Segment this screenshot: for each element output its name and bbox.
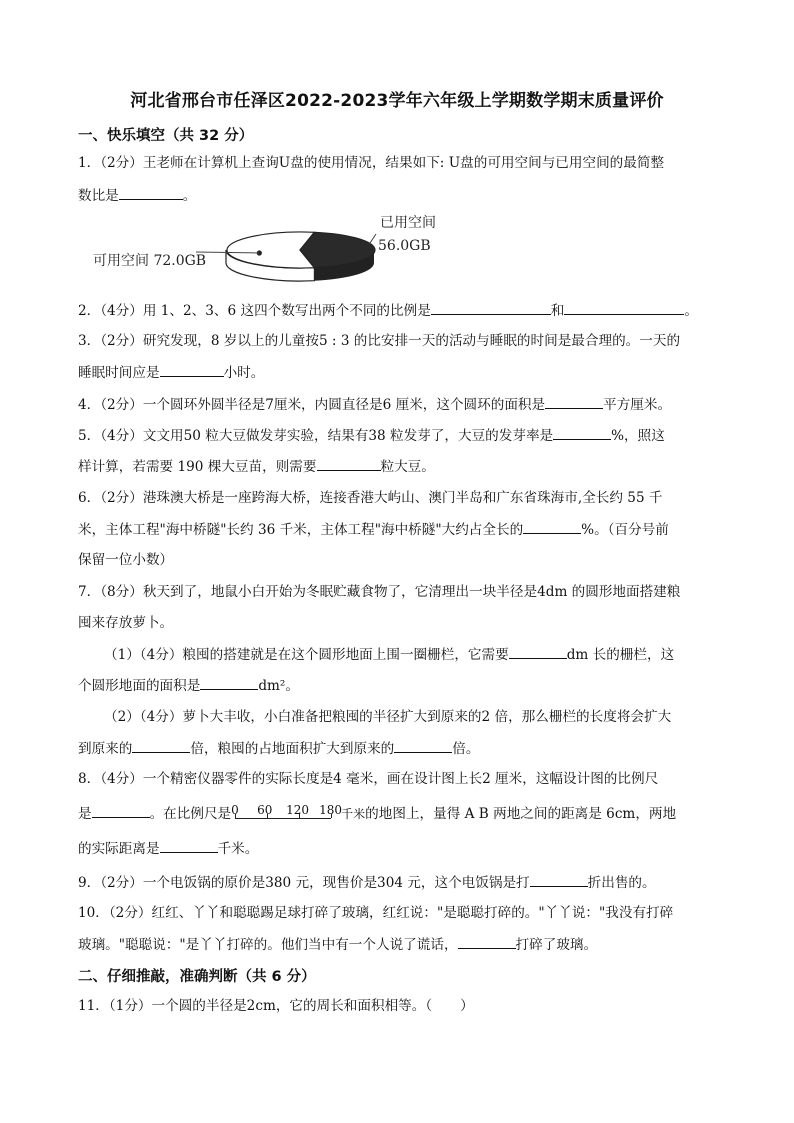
question-1-end: 。 (182, 188, 197, 204)
question-5-line-1 (78, 425, 665, 446)
answer-blank[interactable] (458, 934, 516, 949)
question-9 (78, 872, 656, 893)
question-7-line-1: 7．（8分）秋天到了，地鼠小白开始为冬眠贮藏食物了，它清理出一块半径是4dm 的圆形地面搭建粮 (78, 584, 681, 600)
question-7-part-1-line-1 (104, 644, 674, 665)
question-7-part-2-line-2 (78, 738, 479, 759)
scale-tick (299, 814, 300, 818)
line-scale (231, 803, 341, 823)
question-2-end: 。 (684, 303, 698, 319)
answer-blank[interactable] (317, 456, 381, 471)
question-10-line-1: 10．（2分）红红、丫丫和聪聪踢足球打碎了玻璃，红红说："是聪聪打碎的。"丫丫说："我没有打碎 (78, 905, 674, 921)
question-1-line-2 (78, 185, 196, 206)
question-7-part-2-end: 倍。 (452, 741, 480, 757)
question-1-line-1: 1．（2分）王老师在计算机上查询U盘的使用情况，结果如下: U盘的可用空间与已用空间的最简整 (78, 155, 665, 171)
question-7-part-1-text-2: 个圆形地面的面积是 (78, 678, 201, 694)
question-2 (78, 300, 698, 321)
question-6-text: 米，主体工程"海中桥隧"长约 36 千米，主体工程"海中桥隧"大约占全长的 (78, 522, 524, 538)
question-8-unit: 千米。 (217, 841, 259, 857)
question-5-text-3: 样计算，若需要 190 棵大豆苗，则需要 (78, 459, 317, 475)
question-11-end: ） (460, 998, 474, 1014)
answer-blank[interactable] (394, 738, 452, 753)
scale-tick (235, 814, 236, 818)
question-7-part-1-unit-2: dm²。 (258, 678, 299, 694)
question-5-line-2 (78, 456, 435, 477)
answer-blank[interactable] (200, 675, 258, 690)
question-1-text: 数比是 (78, 188, 119, 204)
used-space-value-label: 56.0GB (378, 238, 431, 254)
answer-blank[interactable] (160, 838, 218, 853)
question-10-line-2 (78, 934, 597, 955)
question-6-text-2: %。（百分号前 (581, 522, 669, 538)
scale-tick-label: 60 (257, 803, 273, 817)
answer-blank[interactable] (160, 362, 224, 377)
question-8-line-3 (78, 838, 258, 859)
question-10-end: 打碎了玻璃。 (515, 937, 598, 953)
question-5-text: 5．（4分）文文用50 粒大豆做发芽实验，结果有38 粒发芽了，大豆的发芽率是 (78, 428, 554, 444)
free-space-label: 可用空间 72.0GB (93, 253, 207, 269)
question-3-line-1: 3．（2分）研究发现，8 岁以上的儿童按5 : 3 的比安排一天的活动与睡眠的时间是最合理的。一天的 (78, 333, 681, 349)
scale-bar (235, 818, 331, 819)
answer-blank[interactable] (523, 519, 581, 534)
page-title: 河北省邢台市任泽区2022-2023学年六年级上学期数学期末质量评价 (130, 91, 664, 111)
answer-blank[interactable] (564, 300, 684, 315)
question-7-part-2-line-1: （2）（4分）萝卜大丰收，小白准备把粮囤的半径扩大到原来的2 倍，那么栅栏的长度将会扩大 (104, 709, 672, 725)
question-6-line-1: 6．（2分）港珠澳大桥是一座跨海大桥，连接香港大屿山、澳门半岛和广东省珠海市,全长约 55 千 (78, 490, 663, 506)
answer-blank[interactable] (553, 425, 611, 440)
question-11 (78, 996, 474, 1016)
answer-blank[interactable] (509, 644, 567, 659)
question-11-text: 11．（1分）一个圆的半径是2cm，它的周长和面积相等。（ (78, 998, 433, 1014)
answer-blank[interactable] (132, 738, 190, 753)
section-heading-1: 一、快乐填空（共 32 分） (78, 128, 254, 144)
question-8-text: 是 (78, 806, 92, 822)
question-9-text: 9．（2分）一个电饭锅的原价是380 元，现售价是304 元，这个电饭锅是打 (78, 875, 530, 891)
question-4 (78, 394, 671, 415)
scale-tick-label: 0 (231, 803, 239, 817)
usb-space-pie-chart (78, 210, 478, 294)
question-6-line-3: 保留一位小数） (78, 552, 174, 568)
question-2-and: 和 (550, 303, 565, 319)
scale-tick-label: 120 (286, 803, 310, 817)
section-heading-2: 二、仔细推敲，准确判断（共 6 分） (78, 969, 316, 985)
answer-blank[interactable] (119, 185, 183, 200)
question-8-text-3: 的地图上，量得 A B 两地之间的距离是 6cm，两地 (365, 806, 677, 822)
question-3-unit: 小时。 (223, 365, 265, 381)
question-7-part-1-line-2 (78, 675, 299, 696)
question-3-text: 睡眠时间应是 (78, 365, 160, 381)
question-7-line-2: 囤来存放萝卜。 (78, 615, 174, 631)
question-3-line-2 (78, 362, 264, 383)
question-7-part-2-text: 到原来的 (78, 741, 133, 757)
answer-blank[interactable] (431, 300, 551, 315)
used-space-label: 已用空间 (380, 215, 436, 231)
question-8-text-4: 的实际距离是 (78, 841, 160, 857)
question-7-part-1-text: （1）（4分）粮囤的搭建就是在这个圆形地面上围一圈栅栏，它需要 (104, 647, 509, 663)
answer-blank[interactable] (530, 872, 588, 887)
answer-blank[interactable] (545, 394, 603, 409)
question-6-line-2 (78, 519, 669, 540)
used-space-leader-line (370, 234, 377, 244)
scale-tick-label: 180 (319, 803, 343, 817)
chart-marks (196, 232, 376, 281)
scale-tick (267, 814, 268, 818)
question-9-end: 折出售的。 (587, 875, 656, 891)
question-8-text-2: 。在比例尺是 (149, 806, 232, 822)
question-2-text: 2．（4分）用 1、2、3、6 这四个数写出两个不同的比例是 (78, 303, 431, 319)
scale-tick (331, 814, 332, 818)
question-5-unit: 粒大豆。 (380, 459, 435, 475)
question-4-text: 4．（2分）一个圆环外圆半径是7厘米，内圆直径是6 厘米，这个圆环的面积是 (78, 397, 546, 413)
question-4-unit: 平方厘米。 (603, 397, 672, 413)
scale-unit: 千米 (341, 807, 366, 821)
answer-blank[interactable] (92, 803, 150, 818)
question-8-line-1: 8．（4分）一个精密仪器零件的实际长度是4 毫米，画在设计图上长2 厘米，这幅设计图的比例尺 (78, 771, 659, 787)
question-10-text: 玻璃。"聪聪说："是丫丫打碎的。他们当中有一个人说了谎话， (78, 937, 458, 953)
question-7-part-1-unit: dm 长的栅栏，这 (566, 647, 675, 663)
question-8-line-2 (78, 803, 676, 824)
question-5-text-2: %，照这 (611, 428, 665, 444)
question-7-part-2-text-2: 倍，粮囤的占地面积扩大到原来的 (190, 741, 395, 757)
